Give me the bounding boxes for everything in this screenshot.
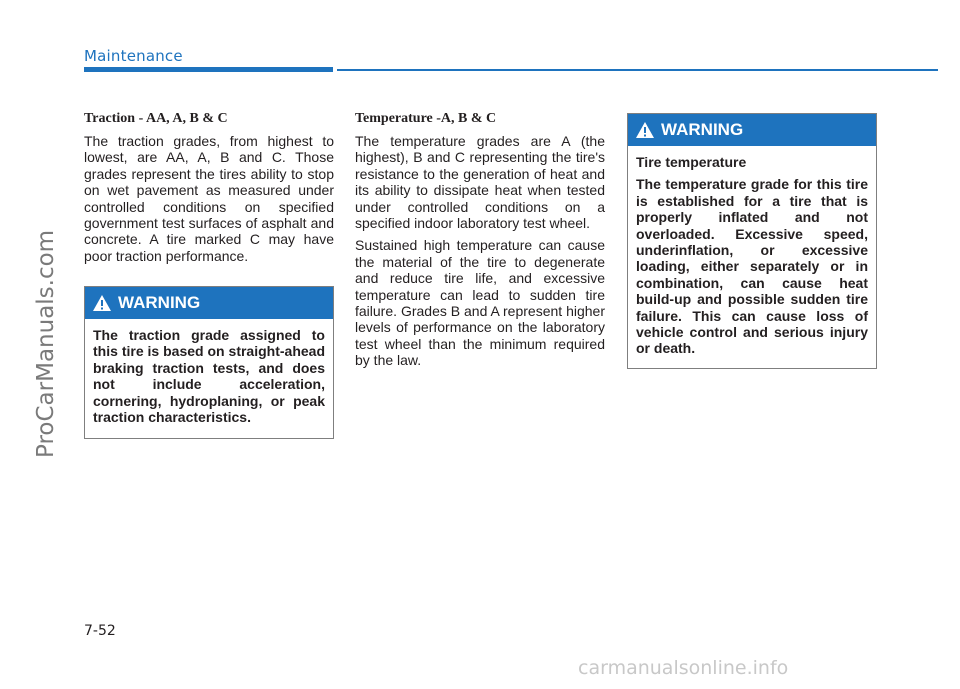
temperature-heading: Temperature -A, B & C — [355, 111, 497, 126]
traction-heading: Traction - AA, A, B & C — [84, 111, 228, 126]
warning-title: WARNING — [661, 120, 744, 139]
traction-warning-text: The traction grade assigned to this tire is based on straight-ahead braking traction tests, and does not include acceleration, cornering, hydroplaning, or peak traction characteristics. — [93, 327, 325, 426]
temperature-warning-text: The temperature grade for this tire is established for a tire that is properly inflated and not overloaded. Excessive speed, underinflation, or excessive loading, either separately or in combination, can cause heat build-up and possible sudden tire failure. This can cause loss of vehicle control and serious injury or death. — [636, 176, 868, 357]
header-rule-thin — [337, 69, 938, 71]
warning-header — [85, 287, 333, 319]
header-rule-thick — [84, 67, 333, 72]
warning-triangle-icon — [93, 295, 111, 311]
warning-title: WARNING — [118, 293, 201, 312]
traction-paragraph: The traction grades, from highest to lowest, are AA, A, B and C. Those grades represent the tires ability to stop on wet pavement as measured under controlled conditions on specified government test surfaces of asphalt and concrete. A tire marked C may have poor traction performance. — [84, 133, 334, 264]
warning-triangle-icon — [636, 122, 654, 138]
middle-column — [355, 111, 605, 375]
warning-header — [628, 114, 876, 146]
left-column — [84, 111, 334, 270]
warning-subtitle: Tire temperature — [636, 154, 747, 170]
site-watermark: carmanualsonline.info — [578, 657, 789, 679]
traction-warning-box — [84, 286, 334, 439]
section-title: Maintenance — [84, 47, 183, 65]
temperature-paragraph-1: The temperature grades are A (the highest), B and C representing the tire's resistance to the generation of heat and its ability to dissipate heat when tested under controlled conditions on a specified indoor laboratory test wheel. — [355, 133, 605, 232]
temperature-warning-box — [627, 113, 877, 369]
watermark: ProCarManuals.com — [33, 229, 59, 458]
temperature-paragraph-2: Sustained high temperature can cause the material of the tire to degenerate and reduce tire life, and excessive temperature can lead to sudden tire failure. Grades B and A represent higher levels of performance on the laboratory test wheel than the minimum required by the law. — [355, 237, 605, 369]
page-number: 7-52 — [84, 623, 116, 639]
